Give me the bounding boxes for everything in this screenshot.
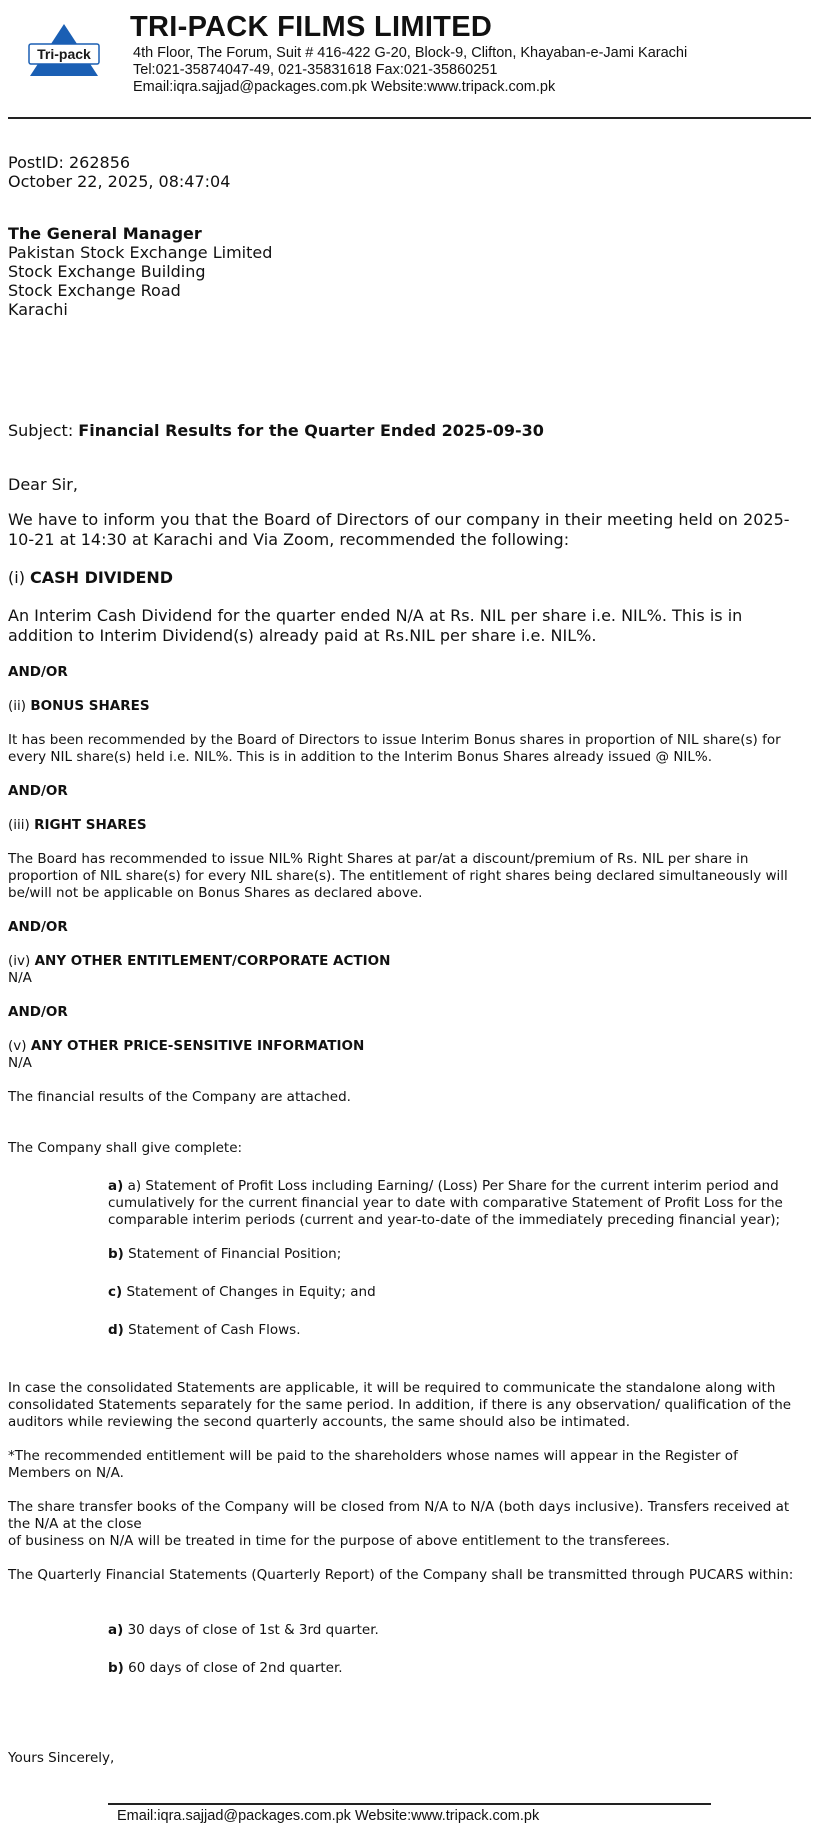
and-or-separator: AND/OR (8, 664, 68, 680)
company-address: 4th Floor, The Forum, Suit # 416-422 G-20, Block-9, Clifton, Khayaban-e-Jami Karachi (133, 45, 688, 61)
header-divider (8, 117, 811, 119)
list-item-label: a) (108, 1622, 124, 1638)
other-entitlement-body: N/A (8, 970, 32, 986)
list-item (108, 1178, 798, 1229)
subject-text: Financial Results for the Quarter Ended 2025-09-30 (78, 421, 544, 440)
logo-text: Tri-pack (37, 46, 91, 62)
recipient-line: Karachi (8, 300, 68, 319)
list-item (108, 1322, 798, 1339)
subject-label: Subject: (8, 421, 79, 440)
recipient-line: Stock Exchange Building (8, 262, 206, 281)
right-shares-body: The Board has recommended to issue NIL% Right Shares at par/at a discount/premium of Rs. NIL per share in proportion of NIL share(s) for every NIL share(s). The entitlement of right shares being declared simultaneously will be/will not be applicable on Bonus Shares as declared above. (8, 851, 788, 901)
list-item-text: Statement of Changes in Equity; and (122, 1284, 376, 1300)
list-item-label: a) (108, 1178, 124, 1194)
transfer-paragraph-line: of business on N/A will be treated in time for the purpose of above entitlement to the transferees. (8, 1533, 670, 1549)
bonus-shares-body: It has been recommended by the Board of Directors to issue Interim Bonus shares in proportion of NIL share(s) for every NIL share(s) held i.e. NIL%. This is in addition to the Interim Bonus Shares already issued @ NIL%. (8, 732, 781, 765)
list-item-text: Statement of Cash Flows. (123, 1322, 301, 1338)
and-or-separator: AND/OR (8, 783, 68, 799)
salutation: Dear Sir, (8, 475, 78, 494)
post-id: PostID: 262856 (8, 153, 131, 172)
list-item-label: b) (108, 1660, 124, 1676)
list-item-label: c) (108, 1284, 123, 1300)
footer-contact: Email:iqra.sajjad@packages.com.pk Website:www.tripack.com.pk (117, 1808, 540, 1824)
recipient-line: Stock Exchange Road (8, 281, 181, 300)
post-datetime: October 22, 2025, 08:47:04 (8, 172, 231, 191)
company-phone: Tel:021-35874047-49, 021-35831618 Fax:021-35860251 (133, 62, 498, 78)
section-number: (iv) (8, 953, 35, 969)
list-item-label: d) (108, 1322, 124, 1338)
company-shall-give: The Company shall give complete: (8, 1140, 243, 1156)
section-heading (8, 953, 798, 970)
company-name: TRI-PACK FILMS LIMITED (130, 11, 493, 43)
list-item (108, 1246, 798, 1263)
section-title: BONUS SHARES (30, 698, 150, 714)
section-title: CASH DIVIDEND (30, 568, 174, 587)
section-number: (ii) (8, 698, 31, 714)
section-heading (8, 817, 798, 834)
list-item (108, 1660, 798, 1677)
consolidated-paragraph: In case the consolidated Statements are applicable, it will be required to communicate the standalone along with consolidated Statements separately for the same period. In addition, if there is any observation/ qualification of the auditors while reviewing the second quarterly accounts, the same should also be intimated. (8, 1380, 792, 1430)
intro-paragraph: We have to inform you that the Board of Directors of our company in their meeting held on 2025-10-21 at 14:30 at Karachi and Via Zoom, recommended the following: (8, 510, 790, 549)
section-number: (iii) (8, 817, 35, 833)
subject-line (8, 421, 798, 441)
section-heading (8, 1038, 798, 1055)
closing-line: Yours Sincerely, (8, 1750, 115, 1766)
and-or-separator: AND/OR (8, 919, 68, 935)
list-item-text: 60 days of close of 2nd quarter. (123, 1660, 343, 1676)
company-logo (28, 22, 100, 78)
transfer-paragraph-line: The share transfer books of the Company will be closed from N/A to N/A (both days inclusive). Transfers received at the N/A at the close (8, 1499, 790, 1532)
section-number: (v) (8, 1038, 31, 1054)
section-title: ANY OTHER ENTITLEMENT/CORPORATE ACTION (34, 953, 391, 969)
recipient-title: The General Manager (8, 224, 202, 243)
list-item-text: a) Statement of Profit Loss including Earning/ (Loss) Per Share for the current interim period and cumulatively for the current financial year to date with comparative Statement of Profit Loss for the comparable interim periods (current and year-to-date of the immediately preceding financial year); (108, 1178, 783, 1228)
section-number: (i) (8, 568, 31, 587)
company-contact: Email:iqra.sajjad@packages.com.pk Website:www.tripack.com.pk (133, 79, 556, 95)
list-item (108, 1284, 798, 1301)
footer-divider (108, 1803, 711, 1805)
list-item (108, 1622, 798, 1639)
section-heading (8, 698, 798, 715)
list-item-text: Statement of Financial Position; (123, 1246, 342, 1262)
entitlement-paragraph: *The recommended entitlement will be paid to the shareholders whose names will appear in the Register of Members on N/A. (8, 1448, 738, 1481)
cash-dividend-body: An Interim Cash Dividend for the quarter ended N/A at Rs. NIL per share i.e. NIL%. This is in addition to Interim Dividend(s) already paid at Rs.NIL per share i.e. NIL%. (8, 606, 743, 645)
other-info-body: N/A (8, 1055, 32, 1071)
section-title: RIGHT SHARES (34, 817, 147, 833)
recipient-line: Pakistan Stock Exchange Limited (8, 243, 273, 262)
and-or-separator: AND/OR (8, 1004, 68, 1020)
section-title: ANY OTHER PRICE-SENSITIVE INFORMATION (30, 1038, 365, 1054)
quarterly-paragraph: The Quarterly Financial Statements (Quarterly Report) of the Company shall be transmitted through PUCARS within: (8, 1567, 794, 1583)
section-heading (8, 568, 798, 588)
list-item-label: b) (108, 1246, 124, 1262)
list-item-text: 30 days of close of 1st & 3rd quarter. (123, 1622, 379, 1638)
results-attached: The financial results of the Company are attached. (8, 1089, 351, 1105)
